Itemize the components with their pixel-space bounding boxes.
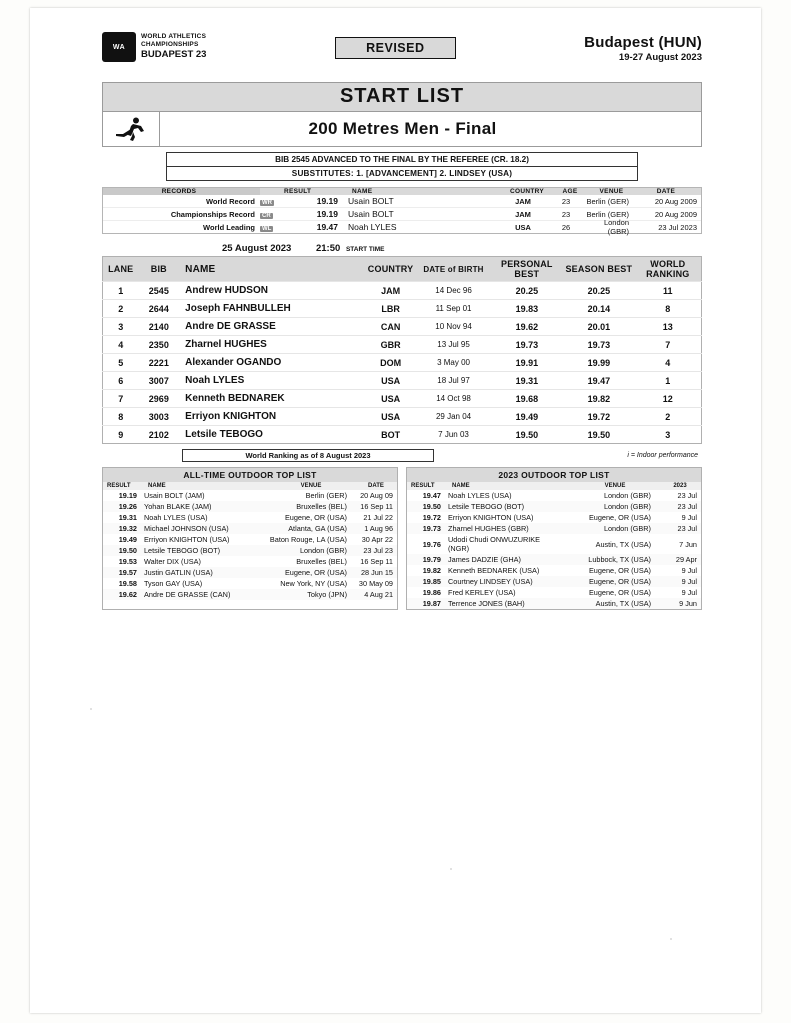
records-header-date: DATE xyxy=(656,188,676,195)
table-row xyxy=(103,282,702,300)
col-personal-best: PERSONAL BEST xyxy=(491,257,564,282)
athlete-bib: 2221 xyxy=(138,354,179,372)
list-item xyxy=(407,534,701,554)
table-row xyxy=(103,408,702,426)
list-item xyxy=(103,523,397,534)
list-item xyxy=(103,534,397,545)
athlete-pb: 19.83 xyxy=(491,300,564,318)
scan-speck xyxy=(450,868,452,870)
date: 9 Jul xyxy=(681,513,697,522)
athlete: Erriyon KNIGHTON (USA) xyxy=(448,513,534,522)
record-name: Noah LYLES xyxy=(348,222,397,232)
scan-speck xyxy=(670,938,672,940)
records-header-row xyxy=(103,188,701,195)
record-badge-cell xyxy=(260,197,280,206)
all-time-col-venue: VENUE xyxy=(300,483,322,489)
athlete-dob: 11 Sep 01 xyxy=(416,300,490,318)
record-result: 19.19 xyxy=(316,196,338,206)
table-row xyxy=(103,318,702,336)
date: 4 Aug 21 xyxy=(364,590,393,599)
athlete: Noah LYLES (USA) xyxy=(448,491,512,500)
athlete: Tyson GAY (USA) xyxy=(144,579,203,588)
athlete-lane: 4 xyxy=(103,336,139,354)
list-item xyxy=(103,567,397,578)
record-name: Usain BOLT xyxy=(348,196,394,206)
session-start-time-label: START TIME xyxy=(345,246,385,253)
date: 21 Jul 22 xyxy=(363,513,393,522)
athlete-country: GBR xyxy=(365,336,417,354)
col-bib: BIB xyxy=(138,257,179,282)
revised-badge: REVISED xyxy=(335,37,455,59)
col-dob: DATE of BIRTH xyxy=(416,257,490,282)
list-item xyxy=(407,501,701,512)
records-header-result: RESULT xyxy=(284,188,312,195)
athlete-pb: 19.68 xyxy=(491,390,564,408)
venue: Baton Rouge, LA (USA) xyxy=(269,535,347,544)
athlete-sb: 19.72 xyxy=(563,408,635,426)
athlete-sb: 19.47 xyxy=(563,372,635,390)
athlete-sb: 19.50 xyxy=(563,426,635,444)
record-result: 19.19 xyxy=(316,209,338,219)
logo-text-block xyxy=(141,33,206,61)
athlete-sb: 19.82 xyxy=(563,390,635,408)
venue: Berlin (GER) xyxy=(305,491,347,500)
records-header-name: NAME xyxy=(352,188,373,195)
document-header xyxy=(102,32,702,78)
col-world-ranking: WORLD RANKING xyxy=(635,257,702,282)
top-lists xyxy=(102,467,702,610)
world-athletics-logo xyxy=(102,32,206,62)
athlete: Justin GATLIN (USA) xyxy=(144,568,213,577)
result: 19.87 xyxy=(422,599,441,608)
athlete-pb: 19.91 xyxy=(491,354,564,372)
records-header-age: AGE xyxy=(562,188,578,195)
result: 19.50 xyxy=(118,546,137,555)
record-badge: WL xyxy=(262,225,272,232)
date: 29 Apr xyxy=(675,555,697,564)
athlete: Courtney LINDSEY (USA) xyxy=(448,577,533,586)
world-ranking-note: World Ranking as of 8 August 2023 xyxy=(182,449,434,462)
date: 9 Jun xyxy=(679,599,697,608)
venue: Austin, TX (USA) xyxy=(595,539,651,549)
wa-logo-icon: WA xyxy=(102,32,136,62)
athlete-bib: 2644 xyxy=(138,300,179,318)
athlete-lane: 5 xyxy=(103,354,139,372)
footnotes-row xyxy=(102,449,702,462)
meet-info xyxy=(584,34,702,63)
note-advancement: BIB 2545 ADVANCED TO THE FINAL BY THE REFEREE (CR. 18.2) xyxy=(167,153,637,167)
athlete-world-ranking: 4 xyxy=(635,354,702,372)
record-date: 23 Jul 2023 xyxy=(658,222,697,232)
record-label: Championships Record xyxy=(170,209,255,219)
athlete-lane: 2 xyxy=(103,300,139,318)
season-col-date: 2023 xyxy=(673,483,687,489)
athlete-bib: 2545 xyxy=(138,282,179,300)
table-row xyxy=(103,426,702,444)
all-time-top-list xyxy=(102,467,398,610)
venue: Eugene, OR (USA) xyxy=(284,568,347,577)
col-lane: LANE xyxy=(103,257,139,282)
athlete-dob: 29 Jan 04 xyxy=(416,408,490,426)
athlete-world-ranking: 1 xyxy=(635,372,702,390)
athlete-bib: 2102 xyxy=(138,426,179,444)
table-row xyxy=(103,300,702,318)
date: 20 Aug 09 xyxy=(360,491,393,500)
athlete-name: Erriyon KNIGHTON xyxy=(179,408,365,426)
record-venue: Berlin (GER) xyxy=(586,196,629,206)
athlete-name: Andrew HUDSON xyxy=(179,282,365,300)
record-date: 20 Aug 2009 xyxy=(654,209,697,219)
session-date: 25 August 2023 xyxy=(222,243,292,254)
athlete-sb: 19.73 xyxy=(563,336,635,354)
event-name: 200 Metres Men - Final xyxy=(308,119,497,138)
athlete-bib: 2969 xyxy=(138,390,179,408)
list-item xyxy=(103,578,397,589)
record-age: 23 xyxy=(561,196,571,206)
list-item xyxy=(103,589,397,600)
record-label: World Record xyxy=(205,196,255,206)
athlete-sb: 20.14 xyxy=(563,300,635,318)
sprinter-pictogram-icon xyxy=(103,112,160,146)
date: 1 Aug 96 xyxy=(364,524,393,533)
athlete-dob: 14 Oct 98 xyxy=(416,390,490,408)
athlete-country: USA xyxy=(365,390,417,408)
athlete-sb: 19.99 xyxy=(563,354,635,372)
list-item xyxy=(407,598,701,609)
result: 19.73 xyxy=(422,524,441,533)
athlete-name: Letsile TEBOGO xyxy=(179,426,365,444)
athlete-pb: 20.25 xyxy=(491,282,564,300)
record-age: 26 xyxy=(561,222,571,232)
result: 19.72 xyxy=(422,513,441,522)
all-time-title: ALL-TIME OUTDOOR TOP LIST xyxy=(103,468,397,482)
date: 28 Jun 15 xyxy=(360,568,393,577)
date: 23 Jul 23 xyxy=(363,546,393,555)
scan-speck xyxy=(90,708,92,710)
result: 19.79 xyxy=(422,555,441,564)
athlete-dob: 13 Jul 95 xyxy=(416,336,490,354)
athlete-name: Noah LYLES xyxy=(179,372,365,390)
athlete-bib: 2350 xyxy=(138,336,179,354)
athlete: Letsile TEBOGO (BOT) xyxy=(144,546,221,555)
athlete: Kenneth BEDNAREK (USA) xyxy=(448,566,540,575)
record-venue: Berlin (GER) xyxy=(586,209,629,219)
athlete-country: USA xyxy=(365,372,417,390)
all-time-col-date: DATE xyxy=(368,483,384,489)
athlete-name: Andre DE GRASSE xyxy=(179,318,365,336)
list-item xyxy=(407,554,701,565)
records-row xyxy=(103,218,701,236)
date: 16 Sep 11 xyxy=(360,557,393,566)
col-season-best: SEASON BEST xyxy=(563,257,635,282)
result: 19.82 xyxy=(422,566,441,575)
athlete-lane: 1 xyxy=(103,282,139,300)
notes-box xyxy=(166,152,638,181)
all-time-col-result: RESULT xyxy=(107,483,131,489)
athlete: James DADZIE (GHA) xyxy=(448,555,521,564)
athlete-country: DOM xyxy=(365,354,417,372)
list-item xyxy=(407,523,701,534)
athlete-lane: 7 xyxy=(103,390,139,408)
result: 19.58 xyxy=(118,579,137,588)
athlete: Walter DIX (USA) xyxy=(144,557,201,566)
date: 23 Jul xyxy=(677,524,697,533)
records-table xyxy=(102,187,702,234)
season-col-name: NAME xyxy=(452,483,470,489)
athlete-world-ranking: 13 xyxy=(635,318,702,336)
session-time: 21:50 xyxy=(315,243,341,254)
result: 19.49 xyxy=(118,535,137,544)
athlete-pb: 19.73 xyxy=(491,336,564,354)
list-item xyxy=(103,512,397,523)
list-item xyxy=(103,490,397,501)
date: 9 Jul xyxy=(681,577,697,586)
result: 19.53 xyxy=(118,557,137,566)
date: 7 Jun xyxy=(679,539,697,549)
result: 19.86 xyxy=(422,588,441,597)
result: 19.85 xyxy=(422,577,441,586)
athlete-world-ranking: 12 xyxy=(635,390,702,408)
athlete-dob: 18 Jul 97 xyxy=(416,372,490,390)
athlete-world-ranking: 8 xyxy=(635,300,702,318)
record-badge: WR xyxy=(262,199,272,206)
venue: Eugene, OR (USA) xyxy=(588,588,651,597)
athlete-lane: 9 xyxy=(103,426,139,444)
athlete-lane: 8 xyxy=(103,408,139,426)
event-title-row xyxy=(102,112,702,147)
table-row xyxy=(103,336,702,354)
record-country: JAM xyxy=(515,209,531,219)
athlete-country: JAM xyxy=(365,282,417,300)
document-sheet xyxy=(30,8,761,1013)
athlete: Terrence JONES (BAH) xyxy=(448,599,525,608)
list-item xyxy=(103,545,397,556)
athlete-pb: 19.62 xyxy=(491,318,564,336)
date: 9 Jul xyxy=(681,588,697,597)
athlete-lane: 3 xyxy=(103,318,139,336)
record-venue: London (GBR) xyxy=(603,218,629,236)
all-time-col-name: NAME xyxy=(148,483,166,489)
athlete: Andre DE GRASSE (CAN) xyxy=(144,590,231,599)
date: 23 Jul xyxy=(677,491,697,500)
record-country: JAM xyxy=(515,196,531,206)
venue: Bruxelles (BEL) xyxy=(296,557,347,566)
logo-line3: BUDAPEST 23 xyxy=(141,49,207,61)
athlete-pb: 19.49 xyxy=(491,408,564,426)
records-row xyxy=(103,195,701,207)
venue: Eugene, OR (USA) xyxy=(588,513,651,522)
table-row xyxy=(103,372,702,390)
document-content xyxy=(102,32,702,610)
records-header-venue: VENUE xyxy=(599,188,624,195)
athlete-bib: 3003 xyxy=(138,408,179,426)
athlete-name: Alexander OGANDO xyxy=(179,354,365,372)
record-badge-cell xyxy=(260,223,280,232)
athlete-name: Kenneth BEDNAREK xyxy=(179,390,365,408)
session-info xyxy=(102,243,702,254)
venue: New York, NY (USA) xyxy=(280,579,347,588)
athlete-dob: 10 Nov 94 xyxy=(416,318,490,336)
result: 19.26 xyxy=(118,502,137,511)
venue: Austin, TX (USA) xyxy=(595,599,651,608)
venue: Eugene, OR (USA) xyxy=(284,513,347,522)
athlete: Udodi Chudi ONWUZURIKE (NGR) xyxy=(448,535,541,553)
athlete-pb: 19.50 xyxy=(491,426,564,444)
records-header-spacer xyxy=(260,188,280,195)
athlete-bib: 2140 xyxy=(138,318,179,336)
note-substitutes: SUBSTITUTES: 1. [ADVANCEMENT] 2. LINDSEY (USA) xyxy=(291,169,513,178)
athlete-dob: 3 May 00 xyxy=(416,354,490,372)
athlete-name: Joseph FAHNBULLEH xyxy=(179,300,365,318)
record-badge: CR xyxy=(262,212,271,219)
meet-dates: 19-27 August 2023 xyxy=(618,52,702,63)
list-item xyxy=(103,501,397,512)
start-list-table xyxy=(102,256,702,444)
athlete: Zharnel HUGHES (GBR) xyxy=(448,524,529,533)
record-label: World Leading xyxy=(203,222,255,232)
season-col-result: RESULT xyxy=(411,483,435,489)
season-col-venue: VENUE xyxy=(604,483,626,489)
list-item xyxy=(103,556,397,567)
athlete: Erriyon KNIGHTON (USA) xyxy=(144,535,230,544)
venue: Tokyo (JPN) xyxy=(307,590,347,599)
indoor-note: i = Indoor performance xyxy=(627,452,698,459)
athlete-sb: 20.01 xyxy=(563,318,635,336)
season-2023-top-list xyxy=(406,467,702,610)
list-item xyxy=(407,512,701,523)
result: 19.57 xyxy=(118,568,137,577)
record-country: USA xyxy=(515,222,531,232)
record-date: 20 Aug 2009 xyxy=(654,196,697,206)
meet-city: Budapest (HUN) xyxy=(584,34,702,51)
list-item xyxy=(407,490,701,501)
table-row xyxy=(103,354,702,372)
result: 19.47 xyxy=(422,491,441,500)
athlete: Letsile TEBOGO (BOT) xyxy=(448,502,525,511)
list-item xyxy=(407,587,701,598)
athlete-bib: 3007 xyxy=(138,372,179,390)
venue: Eugene, OR (USA) xyxy=(588,566,651,575)
list-item xyxy=(407,565,701,576)
date: 23 Jul xyxy=(677,502,697,511)
athlete-world-ranking: 2 xyxy=(635,408,702,426)
result: 19.76 xyxy=(422,539,441,549)
athlete: Noah LYLES (USA) xyxy=(144,513,208,522)
start-list-header-row xyxy=(103,257,702,282)
list-item xyxy=(407,576,701,587)
result: 19.19 xyxy=(118,491,137,500)
venue: Bruxelles (BEL) xyxy=(296,502,347,511)
record-age: 23 xyxy=(561,209,571,219)
venue: London (GBR) xyxy=(603,524,651,533)
athlete-country: CAN xyxy=(365,318,417,336)
venue: Lubbock, TX (USA) xyxy=(588,555,651,564)
athlete-pb: 19.31 xyxy=(491,372,564,390)
result: 19.50 xyxy=(422,502,441,511)
logo-line1: WORLD ATHLETICS xyxy=(141,32,207,40)
venue: London (GBR) xyxy=(603,491,651,500)
result: 19.62 xyxy=(118,590,137,599)
col-name: NAME xyxy=(179,257,365,282)
logo-line2: CHAMPIONSHIPS xyxy=(141,41,199,49)
athlete: Fred KERLEY (USA) xyxy=(448,588,516,597)
athlete-lane: 6 xyxy=(103,372,139,390)
venue: London (GBR) xyxy=(603,502,651,511)
athlete-country: LBR xyxy=(365,300,417,318)
date: 16 Sep 11 xyxy=(360,502,393,511)
date: 30 May 09 xyxy=(358,579,393,588)
athlete-world-ranking: 3 xyxy=(635,426,702,444)
table-row xyxy=(103,390,702,408)
all-time-header-row xyxy=(103,482,397,490)
athlete-sb: 20.25 xyxy=(563,282,635,300)
venue: London (GBR) xyxy=(299,546,347,555)
date: 9 Jul xyxy=(681,566,697,575)
records-header-records: RECORDS xyxy=(103,188,260,195)
athlete-dob: 14 Dec 96 xyxy=(416,282,490,300)
athlete-name: Zharnel HUGHES xyxy=(179,336,365,354)
athlete-world-ranking: 7 xyxy=(635,336,702,354)
col-country: COUNTRY xyxy=(365,257,417,282)
date: 30 Apr 22 xyxy=(361,535,393,544)
athlete: Yohan BLAKE (JAM) xyxy=(144,502,212,511)
athlete: Michael JOHNSON (USA) xyxy=(144,524,229,533)
athlete-country: BOT xyxy=(365,426,417,444)
venue: Eugene, OR (USA) xyxy=(588,577,651,586)
result: 19.32 xyxy=(118,524,137,533)
record-result: 19.47 xyxy=(316,222,338,232)
season-title: 2023 OUTDOOR TOP LIST xyxy=(407,468,701,482)
venue: Atlanta, GA (USA) xyxy=(288,524,347,533)
athlete-country: USA xyxy=(365,408,417,426)
athlete-world-ranking: 11 xyxy=(635,282,702,300)
page-title: START LIST xyxy=(102,82,702,112)
record-badge-cell xyxy=(260,210,280,219)
athlete: Usain BOLT (JAM) xyxy=(144,491,205,500)
result: 19.31 xyxy=(118,513,137,522)
record-name: Usain BOLT xyxy=(348,209,394,219)
records-header-country: COUNTRY xyxy=(510,188,544,195)
athlete-dob: 7 Jun 03 xyxy=(416,426,490,444)
season-header-row xyxy=(407,482,701,490)
